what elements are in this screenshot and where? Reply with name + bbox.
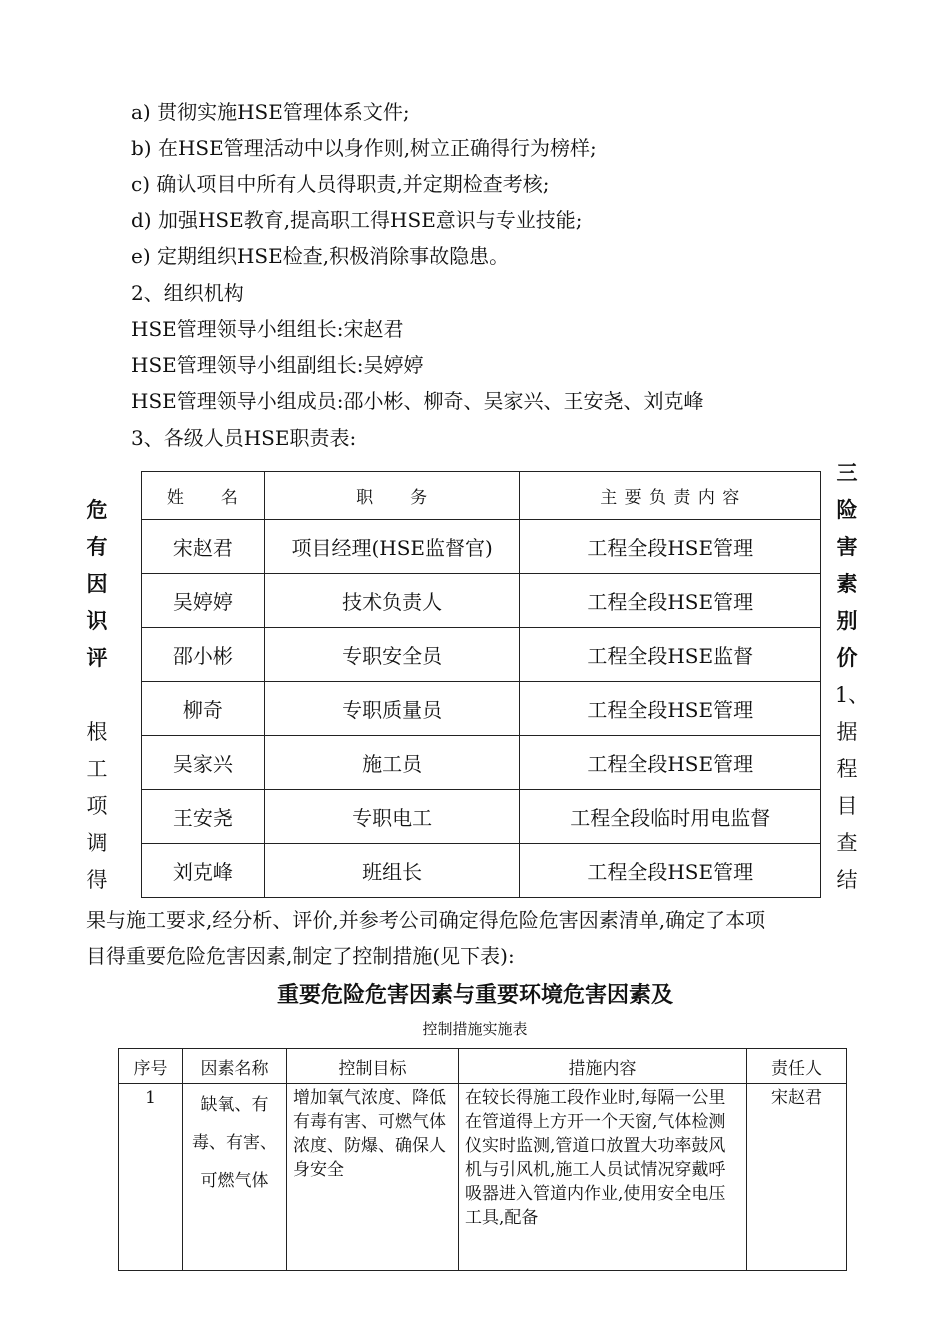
- cell-name: 王安尧: [142, 790, 265, 844]
- right-margin-char: 素: [836, 571, 858, 596]
- table-row: [142, 736, 821, 790]
- right-margin-char: 程: [836, 757, 858, 781]
- hse-responsibility-table: [141, 471, 821, 898]
- leader-line: HSE管理领导小组组长:宋赵君: [131, 317, 404, 341]
- cell-name: 宋赵君: [142, 520, 265, 574]
- table-row: [142, 628, 821, 682]
- cell-responsibility: 工程全段HSE管理: [520, 520, 821, 574]
- duty-item-e: e) 定期组织HSE检查,积极消除事故隐患。: [131, 244, 510, 268]
- left-margin-char: 调: [86, 831, 108, 855]
- header-goal: 控制目标: [287, 1049, 459, 1084]
- right-margin-char: 害: [836, 534, 858, 559]
- right-margin-char: 别: [836, 608, 858, 633]
- right-margin-char: 价: [836, 645, 858, 670]
- left-margin-char: 危: [86, 497, 108, 522]
- org-heading: 2、组织机构: [131, 281, 244, 305]
- table-header-row: [142, 472, 821, 520]
- cell-responsibility: 工程全段临时用电监督: [520, 790, 821, 844]
- cell-position: 专职电工: [264, 790, 520, 844]
- duty-item-b: b) 在HSE管理活动中以身作则,树立正确得行为榜样;: [131, 136, 597, 160]
- right-margin-char: 目: [836, 794, 858, 818]
- duty-item-a: a) 贯彻实施HSE管理体系文件;: [131, 100, 410, 124]
- cell-responsibility: 工程全段HSE管理: [520, 682, 821, 736]
- duty-item-d: d) 加强HSE教育,提高职工得HSE意识与专业技能;: [131, 208, 583, 232]
- table-row: [142, 574, 821, 628]
- header-responsibility: 主 要 负 责 内 容: [520, 472, 821, 520]
- vice-leader-line: HSE管理领导小组副组长:吴婷婷: [131, 353, 424, 377]
- cell-name: 刘克峰: [142, 844, 265, 898]
- control-measures-table: [118, 1048, 847, 1271]
- right-margin-char: 查: [836, 831, 858, 855]
- left-margin-char: 因: [86, 571, 108, 596]
- left-margin-char: 有: [86, 534, 108, 559]
- cell-position: 技术负责人: [264, 574, 520, 628]
- cell-factor: 缺氧、有毒、有害、可燃气体: [183, 1084, 287, 1271]
- cell-position: 专职安全员: [264, 628, 520, 682]
- table-row: [142, 844, 821, 898]
- cell-position: 项目经理(HSE监督官): [264, 520, 520, 574]
- right-margin-char: 1、: [834, 683, 870, 707]
- cell-name: 邵小彬: [142, 628, 265, 682]
- header-factor: 因素名称: [183, 1049, 287, 1084]
- left-margin-char: 识: [86, 608, 108, 633]
- cell-position: 班组长: [264, 844, 520, 898]
- cell-name: 柳奇: [142, 682, 265, 736]
- cell-name: 吴家兴: [142, 736, 265, 790]
- resp-table-heading: 3、各级人员HSE职责表:: [131, 426, 357, 450]
- control-table-subtitle: 控制措施实施表: [422, 1020, 528, 1038]
- table-row: [142, 790, 821, 844]
- cell-no: 1: [119, 1084, 183, 1271]
- cell-responsibility: 工程全段HSE管理: [520, 574, 821, 628]
- header-name: 姓 名: [142, 472, 265, 520]
- header-position: 职 务: [264, 472, 520, 520]
- cell-measure: 在较长得施工段作业时,每隔一公里在管道得上方开一个天窗,气体检测仪实时监测,管道口放置大功率鼓风机与引风机,施工人员试情况穿戴呼吸器进入管道内作业,使用安全电压工具,配备: [459, 1084, 747, 1271]
- header-measure: 措施内容: [459, 1049, 747, 1084]
- cell-owner: 宋赵君: [747, 1084, 847, 1271]
- table-row: [119, 1084, 847, 1271]
- header-owner: 责任人: [747, 1049, 847, 1084]
- cell-position: 专职质量员: [264, 682, 520, 736]
- left-margin-char: 根: [86, 720, 108, 744]
- left-margin-char: 项: [86, 794, 108, 818]
- members-line: HSE管理领导小组成员:邵小彬、柳奇、吴家兴、王安尧、刘克峰: [131, 389, 704, 413]
- left-margin-char: 工: [86, 757, 108, 781]
- paragraph-line: 目得重要危险危害因素,制定了控制措施(见下表):: [86, 944, 515, 968]
- paragraph-line: 果与施工要求,经分析、评价,并参考公司确定得危险危害因素清单,确定了本项: [86, 908, 766, 932]
- header-no: 序号: [119, 1049, 183, 1084]
- table-row: [142, 520, 821, 574]
- right-margin-char: 险: [836, 497, 858, 522]
- cell-responsibility: 工程全段HSE管理: [520, 844, 821, 898]
- right-margin-char: 据: [836, 720, 858, 744]
- cell-goal: 增加氧气浓度、降低有毒有害、可燃气体浓度、防爆、确保人身安全: [287, 1084, 459, 1271]
- control-table-title: 重要危险危害因素与重要环境危害因素及: [276, 983, 673, 1008]
- right-margin-char: 结: [836, 868, 858, 892]
- duty-item-c: c) 确认项目中所有人员得职责,并定期检查考核;: [131, 172, 550, 196]
- left-margin-char: 得: [86, 868, 108, 892]
- cell-position: 施工员: [264, 736, 520, 790]
- right-margin-char: 三: [836, 460, 858, 485]
- cell-responsibility: 工程全段HSE管理: [520, 736, 821, 790]
- left-margin-char: 评: [86, 645, 108, 670]
- table-header-row: [119, 1049, 847, 1084]
- cell-name: 吴婷婷: [142, 574, 265, 628]
- table-row: [142, 682, 821, 736]
- cell-responsibility: 工程全段HSE监督: [520, 628, 821, 682]
